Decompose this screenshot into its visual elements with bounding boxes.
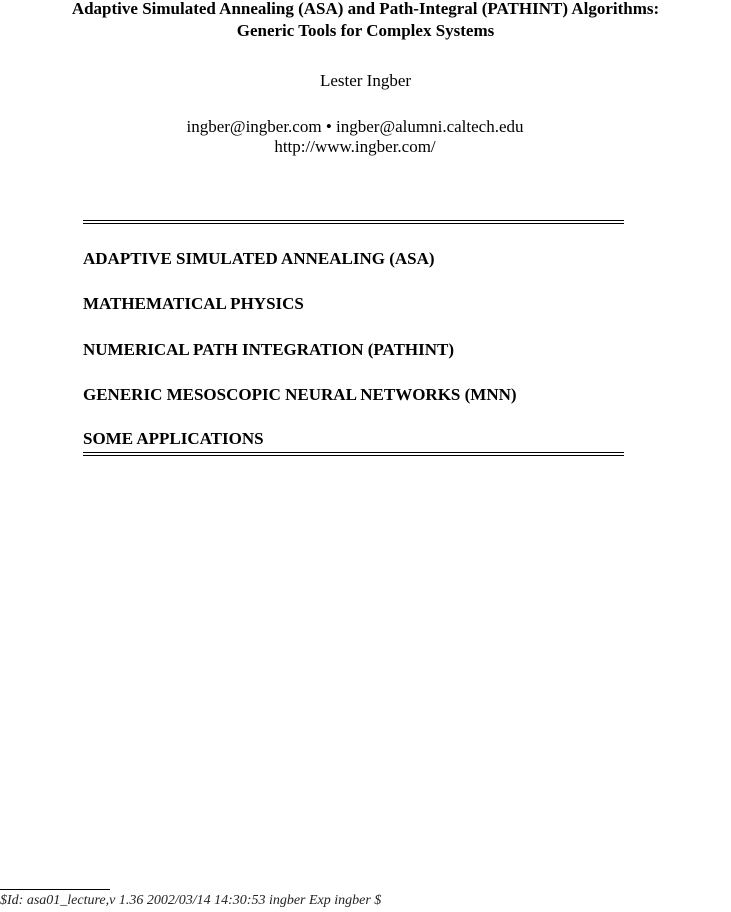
author-emails: ingber@ingber.com • ingber@alumni.caltech.edu bbox=[186, 117, 524, 136]
bottom-divider-upper bbox=[83, 452, 624, 453]
toc-item-mnn: GENERIC MESOSCOPIC NEURAL NETWORKS (MNN) bbox=[83, 385, 517, 404]
toc-item-asa: ADAPTIVE SIMULATED ANNEALING (ASA) bbox=[83, 249, 435, 268]
top-divider-lower bbox=[83, 223, 624, 224]
footnote-rule bbox=[0, 889, 110, 890]
toc-item-mathematical-physics: MATHEMATICAL PHYSICS bbox=[83, 294, 304, 313]
toc-item-applications: SOME APPLICATIONS bbox=[83, 429, 264, 448]
author-url: http://www.ingber.com/ bbox=[274, 137, 436, 156]
document-title-line-1: Adaptive Simulated Annealing (ASA) and Path-Integral (PATHINT) Algorithms: bbox=[71, 0, 660, 18]
top-divider-upper bbox=[83, 220, 624, 221]
author-name: Lester Ingber bbox=[319, 71, 412, 90]
toc-item-pathint: NUMERICAL PATH INTEGRATION (PATHINT) bbox=[83, 340, 455, 359]
bottom-divider-lower bbox=[83, 455, 624, 456]
version-footer: $Id: asa01_lecture,v 1.36 2002/03/14 14:30:53 ingber Exp ingber $ bbox=[0, 893, 382, 908]
document-title-line-2: Generic Tools for Complex Systems bbox=[236, 21, 495, 40]
